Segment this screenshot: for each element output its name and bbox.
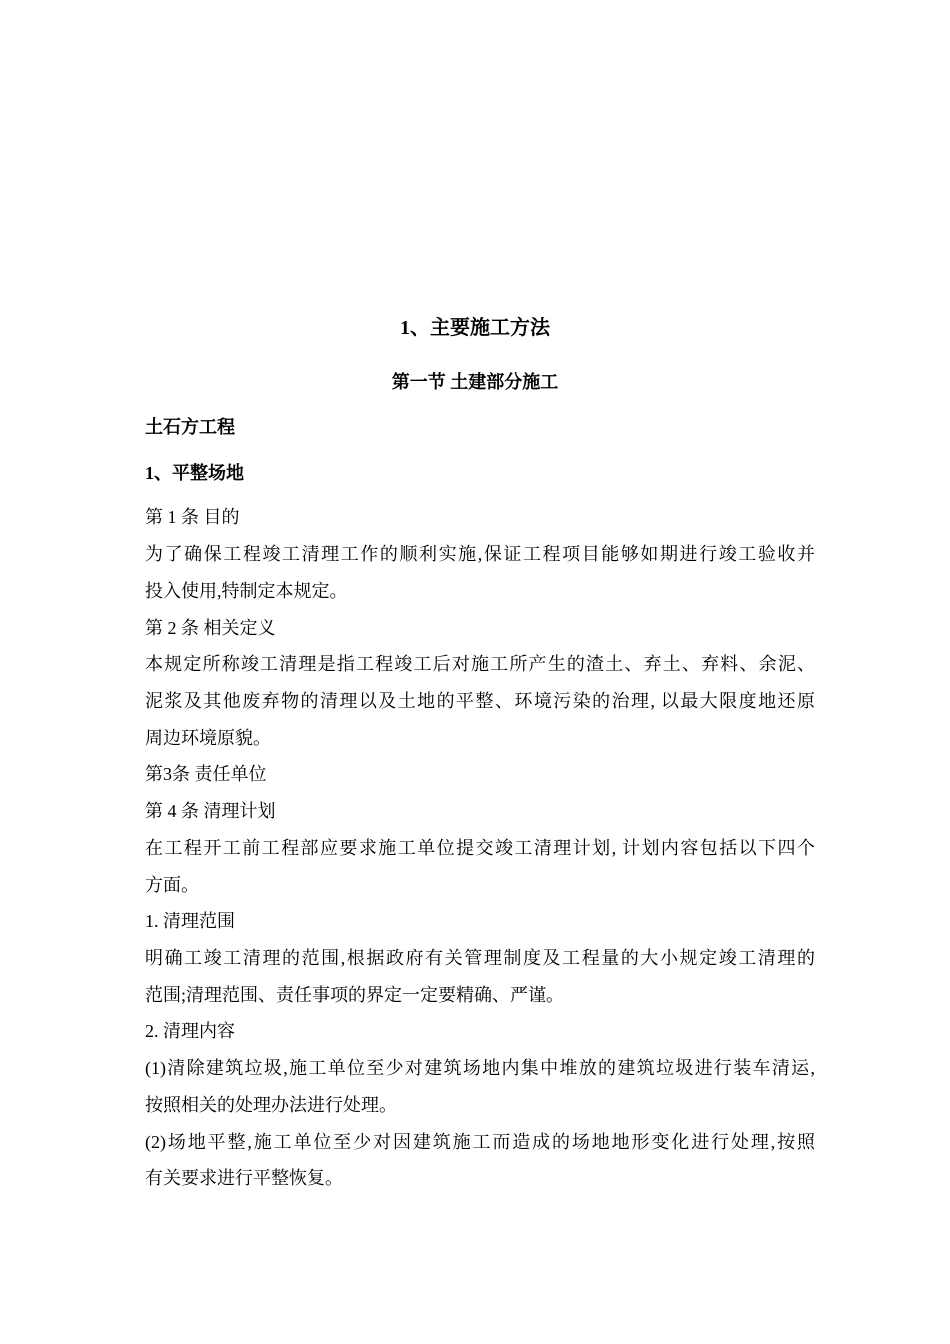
subheading: 土石方工程 (145, 417, 235, 437)
paragraph-line: 明确工竣工清理的范围,根据政府有关管理制度及工程量的大小规定竣工清理的 (145, 948, 815, 968)
document-title: 1、主要施工方法 (400, 317, 550, 339)
paragraph-line: 本规定所称竣工清理是指工程竣工后对施工所产生的渣土、弃土、弃料、余泥、 (145, 654, 815, 674)
article-4-heading: 第 4 条 清理计划 (145, 801, 276, 821)
paragraph-line: 为了确保工程竣工清理工作的顺利实施,保证工程项目能够如期进行竣工验收并 (145, 544, 815, 564)
paragraph-line: 有关要求进行平整恢复。 (145, 1168, 343, 1188)
paragraph-line: 按照相关的处理办法进行处理。 (145, 1095, 397, 1115)
paragraph-line: 周边环境原貌。 (145, 728, 271, 748)
list-item-heading: 1. 清理范围 (145, 911, 235, 931)
list-item-heading: 2. 清理内容 (145, 1021, 235, 1041)
article-2-heading: 第 2 条 相关定义 (145, 618, 276, 638)
paragraph-line: (1)清除建筑垃圾,施工单位至少对建筑场地内集中堆放的建筑垃圾进行装车清运, (145, 1058, 815, 1078)
article-1-heading: 第 1 条 目的 (145, 507, 240, 527)
paragraph-line: 方面。 (145, 875, 199, 895)
paragraph-line: 在工程开工前工程部应要求施工单位提交竣工清理计划, 计划内容包括以下四个 (145, 838, 815, 858)
paragraph-line: (2)场地平整,施工单位至少对因建筑施工而造成的场地地形变化进行处理,按照 (145, 1132, 815, 1152)
section-heading: 第一节 土建部分施工 (391, 372, 559, 392)
item-heading: 1、平整场地 (145, 463, 244, 483)
paragraph-line: 范围;清理范围、责任事项的界定一定要精确、严谨。 (145, 985, 564, 1005)
paragraph-line: 泥浆及其他废弃物的清理以及土地的平整、环境污染的治理, 以最大限度地还原 (145, 691, 815, 711)
paragraph-line: 投入使用,特制定本规定。 (145, 581, 348, 601)
article-3-heading: 第3条 责任单位 (145, 764, 267, 784)
